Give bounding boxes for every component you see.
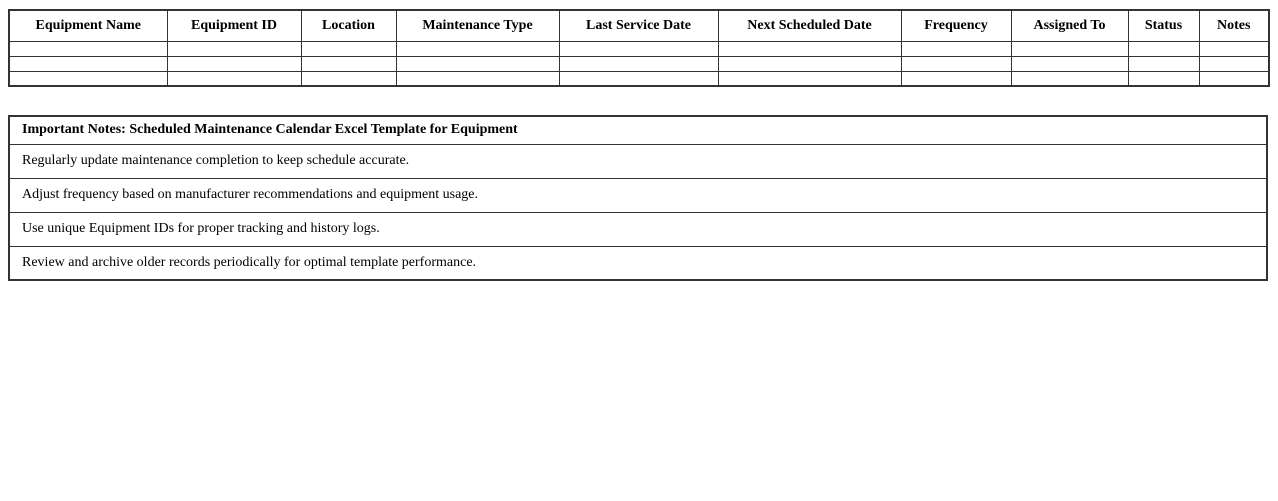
- important-note-row-1: [9, 144, 1267, 178]
- column-header-location: Location: [301, 10, 396, 41]
- column-header-notes: Notes: [1199, 10, 1269, 41]
- column-header-next-scheduled-date: Next Scheduled Date: [718, 10, 901, 41]
- important-note-row-2: [9, 178, 1267, 212]
- important-note-text-1: Regularly update maintenance completion to keep schedule accurate.: [9, 144, 1267, 178]
- important-notes-title-row: [9, 116, 1267, 144]
- column-header-equipment-name: Equipment Name: [9, 10, 167, 41]
- important-note-text-4: Review and archive older records periodically for optimal template performance.: [9, 246, 1267, 280]
- equipment-cell-r3-equipment-name: [9, 71, 167, 86]
- important-note-row-4: [9, 246, 1267, 280]
- important-note-row-3: [9, 212, 1267, 246]
- equipment-cell-r1-location: [301, 41, 396, 56]
- column-header-assigned-to: Assigned To: [1011, 10, 1128, 41]
- equipment-row-2: [9, 56, 1269, 71]
- equipment-cell-r2-maintenance-type: [396, 56, 559, 71]
- equipment-row-3: [9, 71, 1269, 86]
- equipment-cell-r3-next-scheduled-date: [718, 71, 901, 86]
- equipment-cell-r2-status: [1128, 56, 1199, 71]
- equipment-cell-r2-assigned-to: [1011, 56, 1128, 71]
- important-note-text-3: Use unique Equipment IDs for proper tracking and history logs.: [9, 212, 1267, 246]
- equipment-table-body: [9, 41, 1269, 86]
- column-header-frequency: Frequency: [901, 10, 1011, 41]
- column-header-maintenance-type: Maintenance Type: [396, 10, 559, 41]
- important-notes-table: [8, 115, 1268, 281]
- important-notes-title: Important Notes: Scheduled Maintenance Calendar Excel Template for Equipment: [9, 116, 1267, 144]
- important-notes-body: [9, 144, 1267, 280]
- equipment-cell-r3-notes: [1199, 71, 1269, 86]
- column-header-last-service-date: Last Service Date: [559, 10, 718, 41]
- column-header-equipment-id: Equipment ID: [167, 10, 301, 41]
- equipment-cell-r1-frequency: [901, 41, 1011, 56]
- equipment-cell-r1-notes: [1199, 41, 1269, 56]
- equipment-cell-r1-equipment-name: [9, 41, 167, 56]
- equipment-cell-r3-last-service-date: [559, 71, 718, 86]
- equipment-cell-r3-location: [301, 71, 396, 86]
- equipment-cell-r2-last-service-date: [559, 56, 718, 71]
- column-header-status: Status: [1128, 10, 1199, 41]
- equipment-cell-r2-frequency: [901, 56, 1011, 71]
- equipment-cell-r2-location: [301, 56, 396, 71]
- equipment-cell-r3-assigned-to: [1011, 71, 1128, 86]
- equipment-table-header-row: [9, 10, 1269, 41]
- equipment-cell-r1-assigned-to: [1011, 41, 1128, 56]
- equipment-cell-r1-maintenance-type: [396, 41, 559, 56]
- equipment-cell-r2-equipment-id: [167, 56, 301, 71]
- equipment-cell-r3-status: [1128, 71, 1199, 86]
- equipment-cell-r3-frequency: [901, 71, 1011, 86]
- equipment-cell-r1-next-scheduled-date: [718, 41, 901, 56]
- important-note-text-2: Adjust frequency based on manufacturer recommendations and equipment usage.: [9, 178, 1267, 212]
- equipment-cell-r1-last-service-date: [559, 41, 718, 56]
- equipment-table: [8, 9, 1270, 87]
- equipment-row-1: [9, 41, 1269, 56]
- equipment-cell-r3-maintenance-type: [396, 71, 559, 86]
- equipment-cell-r3-equipment-id: [167, 71, 301, 86]
- equipment-cell-r1-status: [1128, 41, 1199, 56]
- equipment-cell-r2-equipment-name: [9, 56, 167, 71]
- equipment-cell-r2-next-scheduled-date: [718, 56, 901, 71]
- equipment-cell-r2-notes: [1199, 56, 1269, 71]
- equipment-cell-r1-equipment-id: [167, 41, 301, 56]
